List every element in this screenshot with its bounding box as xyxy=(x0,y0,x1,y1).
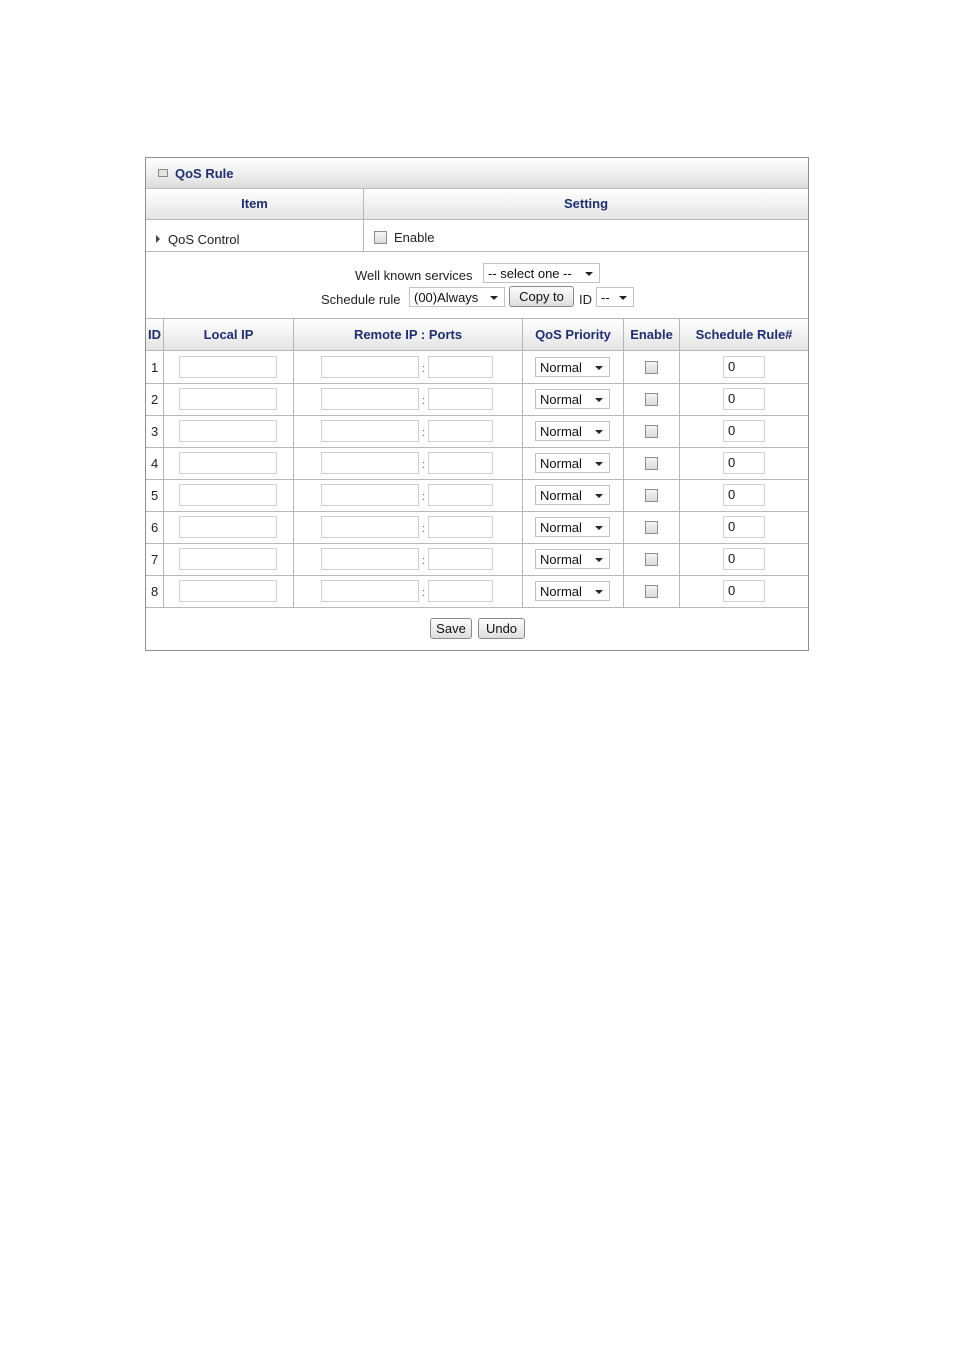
table-row xyxy=(146,351,808,384)
qos-priority-value: Normal xyxy=(540,424,582,439)
remote-port-input[interactable] xyxy=(428,548,493,570)
local-ip-input[interactable] xyxy=(179,356,277,378)
qos-rule-panel xyxy=(145,157,809,651)
local-ip-input[interactable] xyxy=(179,580,277,602)
remote-port-input[interactable] xyxy=(428,516,493,538)
rule-id: 7 xyxy=(151,552,159,567)
qos-priority-select[interactable] xyxy=(535,581,610,601)
remote-ip-input[interactable] xyxy=(321,548,419,570)
qos-priority-select[interactable] xyxy=(535,485,610,505)
copy-id-label: ID xyxy=(579,292,592,307)
remote-port-input[interactable] xyxy=(428,484,493,506)
table-row xyxy=(146,543,808,576)
qos-control-text: QoS Control xyxy=(168,232,240,247)
rule-enable-checkbox[interactable] xyxy=(645,585,658,598)
rule-id: 6 xyxy=(151,520,159,535)
copy-to-button[interactable]: Copy to xyxy=(509,286,574,307)
schedule-rule-input[interactable]: 0 xyxy=(723,452,765,474)
remote-port-input[interactable] xyxy=(428,356,493,378)
qos-priority-select[interactable] xyxy=(535,357,610,377)
table-row xyxy=(146,575,808,608)
qos-priority-select[interactable] xyxy=(535,421,610,441)
chevron-down-icon xyxy=(595,590,603,594)
divider xyxy=(293,319,294,608)
rule-enable-checkbox[interactable] xyxy=(645,521,658,534)
qos-priority-select[interactable] xyxy=(535,453,610,473)
divider xyxy=(522,319,523,608)
schedule-rule-input[interactable]: 0 xyxy=(723,356,765,378)
panel-title-bar xyxy=(146,158,808,189)
schedule-rule-value: (00)Always xyxy=(414,290,479,305)
rule-id: 3 xyxy=(151,424,159,439)
qos-priority-value: Normal xyxy=(540,488,582,503)
separator: : xyxy=(422,523,426,535)
chevron-down-icon xyxy=(595,526,603,530)
remote-ip-input[interactable] xyxy=(321,452,419,474)
qos-priority-value: Normal xyxy=(540,360,582,375)
divider xyxy=(623,319,624,608)
rule-id: 1 xyxy=(151,360,159,375)
divider xyxy=(163,319,164,608)
separator: : xyxy=(422,459,426,471)
rule-id: 2 xyxy=(151,392,159,407)
remote-port-input[interactable] xyxy=(428,580,493,602)
rule-enable-checkbox[interactable] xyxy=(645,489,658,502)
qos-priority-select[interactable] xyxy=(535,517,610,537)
chevron-down-icon xyxy=(595,462,603,466)
setting-column-header: Setting xyxy=(364,189,808,220)
rule-enable-checkbox[interactable] xyxy=(645,361,658,374)
schedule-rule-input[interactable]: 0 xyxy=(723,580,765,602)
remote-ip-input[interactable] xyxy=(321,484,419,506)
copy-id-value: -- xyxy=(601,290,610,305)
separator: : xyxy=(422,363,426,375)
schedule-rule-column-header: Schedule Rule# xyxy=(680,319,808,351)
qos-priority-value: Normal xyxy=(540,552,582,567)
schedule-rule-label: Schedule rule xyxy=(321,292,401,307)
chevron-down-icon xyxy=(595,366,603,370)
qos-priority-select[interactable] xyxy=(535,389,610,409)
item-column-header: Item xyxy=(146,189,363,220)
schedule-rule-input[interactable]: 0 xyxy=(723,548,765,570)
schedule-rule-select[interactable] xyxy=(409,287,505,307)
table-row xyxy=(146,479,808,512)
chevron-down-icon xyxy=(595,398,603,402)
remote-ip-input[interactable] xyxy=(321,356,419,378)
qos-enable-label: Enable xyxy=(394,230,435,245)
remote-port-input[interactable] xyxy=(428,388,493,410)
table-row xyxy=(146,511,808,544)
chevron-down-icon xyxy=(585,272,593,276)
separator: : xyxy=(422,555,426,567)
local-ip-input[interactable] xyxy=(179,548,277,570)
remote-port-input[interactable] xyxy=(428,452,493,474)
local-ip-input[interactable] xyxy=(179,452,277,474)
qos-priority-value: Normal xyxy=(540,392,582,407)
rule-id: 4 xyxy=(151,456,159,471)
separator: : xyxy=(422,395,426,407)
rule-enable-checkbox[interactable] xyxy=(645,553,658,566)
separator: : xyxy=(422,427,426,439)
undo-button[interactable]: Undo xyxy=(478,618,525,639)
qos-priority-value: Normal xyxy=(540,584,582,599)
rule-id: 8 xyxy=(151,584,159,599)
divider xyxy=(679,319,680,608)
remote-ip-ports-column-header: Remote IP : Ports xyxy=(294,319,522,351)
well-known-services-value: -- select one -- xyxy=(488,266,572,281)
panel-title: QoS Rule xyxy=(175,166,234,181)
remote-ip-input[interactable] xyxy=(321,516,419,538)
chevron-down-icon xyxy=(595,430,603,434)
remote-ip-input[interactable] xyxy=(321,420,419,442)
local-ip-input[interactable] xyxy=(179,420,277,442)
qos-control-label xyxy=(156,232,240,247)
remote-ip-input[interactable] xyxy=(321,580,419,602)
remote-ip-input[interactable] xyxy=(321,388,419,410)
well-known-services-select[interactable] xyxy=(483,263,600,283)
local-ip-input[interactable] xyxy=(179,388,277,410)
qos-priority-select[interactable] xyxy=(535,549,610,569)
arrow-right-icon xyxy=(156,235,160,243)
save-button[interactable]: Save xyxy=(430,618,472,639)
table-row xyxy=(146,383,808,416)
schedule-rule-input[interactable]: 0 xyxy=(723,484,765,506)
table-row xyxy=(146,447,808,480)
schedule-rule-input[interactable]: 0 xyxy=(723,420,765,442)
local-ip-input[interactable] xyxy=(179,484,277,506)
qos-priority-value: Normal xyxy=(540,520,582,535)
local-ip-column-header: Local IP xyxy=(164,319,293,351)
rule-id: 5 xyxy=(151,488,159,503)
form-footer xyxy=(146,608,808,650)
divider xyxy=(363,189,364,251)
chevron-down-icon xyxy=(595,494,603,498)
rule-enable-checkbox[interactable] xyxy=(645,457,658,470)
divider xyxy=(146,251,808,252)
remote-port-input[interactable] xyxy=(428,420,493,442)
rule-enable-checkbox[interactable] xyxy=(645,393,658,406)
copy-id-select[interactable] xyxy=(596,287,634,307)
qos-enable-checkbox[interactable] xyxy=(374,231,387,244)
enable-column-header: Enable xyxy=(624,319,679,351)
panel-collapse-icon xyxy=(158,169,168,177)
schedule-rule-input[interactable]: 0 xyxy=(723,516,765,538)
schedule-rule-input[interactable]: 0 xyxy=(723,388,765,410)
id-column-header: ID xyxy=(146,319,163,351)
well-known-services-label: Well known services xyxy=(355,268,473,283)
table-row xyxy=(146,415,808,448)
chevron-down-icon xyxy=(619,296,627,300)
chevron-down-icon xyxy=(490,296,498,300)
qos-priority-column-header: QoS Priority xyxy=(523,319,623,351)
qos-priority-value: Normal xyxy=(540,456,582,471)
chevron-down-icon xyxy=(595,558,603,562)
local-ip-input[interactable] xyxy=(179,516,277,538)
rule-enable-checkbox[interactable] xyxy=(645,425,658,438)
separator: : xyxy=(422,587,426,599)
separator: : xyxy=(422,491,426,503)
